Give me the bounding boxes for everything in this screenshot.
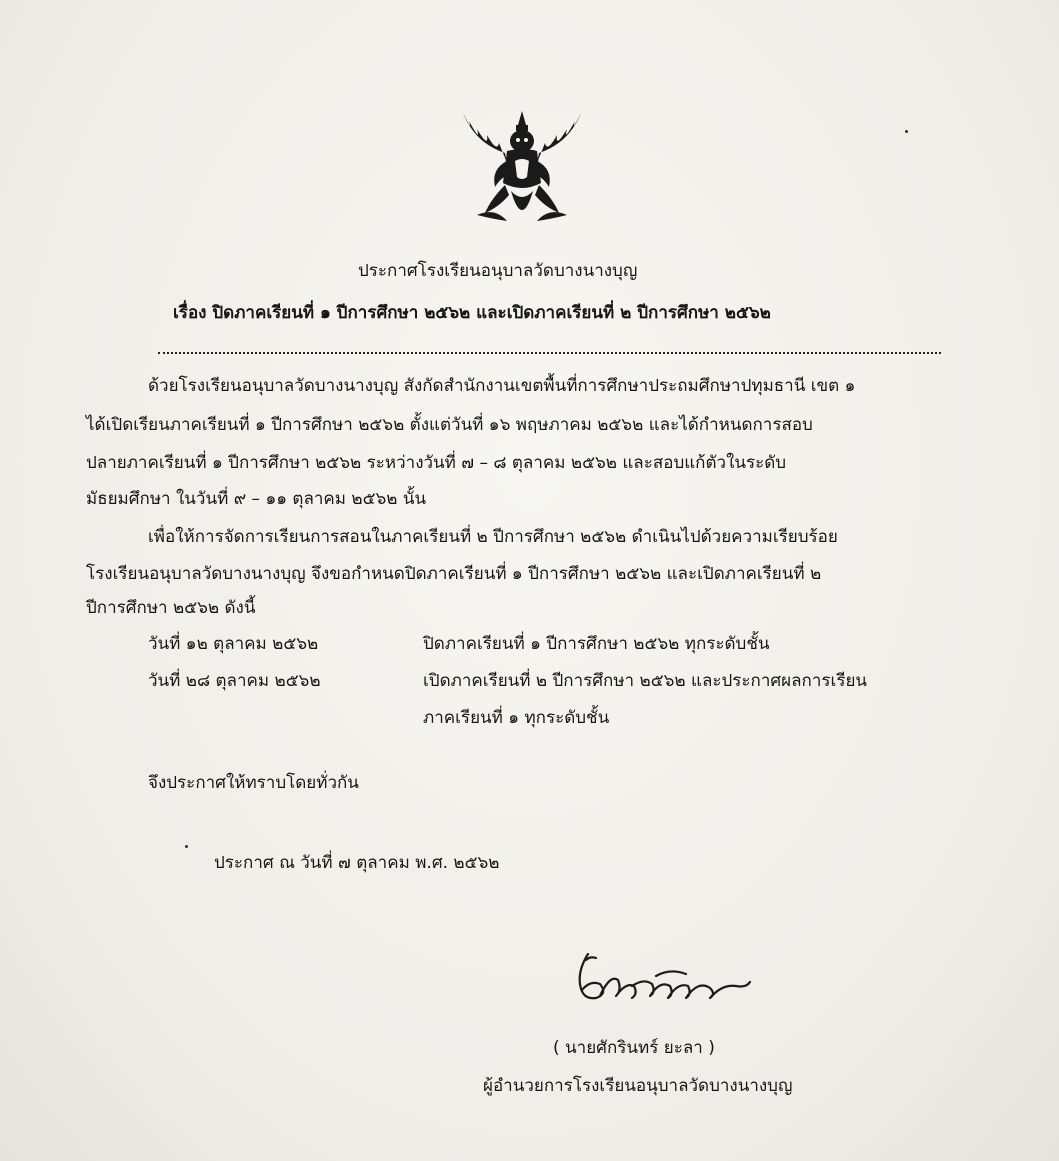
schedule-date-2: วันที่ ๒๘ ตุลาคม ๒๕๖๒ [148, 671, 321, 691]
paper-speck [905, 130, 908, 133]
paragraph-1-line-1: ด้วยโรงเรียนอนุบาลวัดบางนางบุญ สังกัดสำนักงานเขตพื้นที่การศึกษาประถมศึกษาปทุมธานี เขต ๑ [148, 376, 856, 396]
signatory-name: ( นายศักรินทร์ ยะลา ) [553, 1038, 715, 1058]
closing-text: จึงประกาศให้ทราบโดยทั่วกัน [148, 773, 359, 793]
handwritten-signature [560, 950, 760, 1010]
schedule-date-1: วันที่ ๑๒ ตุลาคม ๒๕๖๒ [148, 634, 319, 654]
paragraph-2-line-2: โรงเรียนอนุบาลวัดบางนางบุญ จึงขอกำหนดปิดภาคเรียนที่ ๑ ปีการศึกษา ๒๕๖๒ และเปิดภาคเรียนที่ ๒ [86, 564, 822, 584]
paper-speck [185, 845, 188, 848]
dotted-divider [158, 352, 941, 354]
schedule-desc-2-line-1: เปิดภาคเรียนที่ ๒ ปีการศึกษา ๒๕๖๒ และประกาศผลการเรียน [423, 671, 868, 691]
paragraph-2-line-3: ปีการศึกษา ๒๕๖๒ ดังนี้ [86, 598, 256, 618]
announcement-date: ประกาศ ณ วันที่ ๗ ตุลาคม พ.ศ. ๒๕๖๒ [214, 853, 500, 873]
schedule-desc-2-line-2: ภาคเรียนที่ ๑ ทุกระดับชั้น [423, 708, 610, 728]
paragraph-1-line-2: ได้เปิดเรียนภาคเรียนที่ ๑ ปีการศึกษา ๒๕๖๒ ตั้งแต่วันที่ ๑๖ พฤษภาคม ๒๕๖๒ และได้กำหนดการสอบ [86, 415, 813, 435]
garuda-emblem-icon [455, 103, 590, 233]
paragraph-2-line-1: เพื่อให้การจัดการเรียนการสอนในภาคเรียนที่ ๒ ปีการศึกษา ๒๕๖๒ ดำเนินไปด้วยความเรียบร้อย [148, 527, 838, 547]
paragraph-1-line-3: ปลายภาคเรียนที่ ๑ ปีการศึกษา ๒๕๖๒ ระหว่างวันที่ ๗ – ๘ ตุลาคม ๒๕๖๒ และสอบแก้ตัวในระดับ [86, 453, 787, 473]
announcement-title: ประกาศโรงเรียนอนุบาลวัดบางนางบุญ [358, 261, 638, 281]
announcement-subject: เรื่อง ปิดภาคเรียนที่ ๑ ปีการศึกษา ๒๕๖๒ และเปิดภาคเรียนที่ ๒ ปีการศึกษา ๒๕๖๒ [173, 303, 771, 323]
paragraph-1-line-4: มัธยมศึกษา ในวันที่ ๙ – ๑๑ ตุลาคม ๒๕๖๒ นั้น [86, 489, 427, 509]
signatory-position: ผู้อำนวยการโรงเรียนอนุบาลวัดบางนางบุญ [483, 1076, 793, 1096]
schedule-desc-1: ปิดภาคเรียนที่ ๑ ปีการศึกษา ๒๕๖๒ ทุกระดับชั้น [423, 634, 770, 654]
